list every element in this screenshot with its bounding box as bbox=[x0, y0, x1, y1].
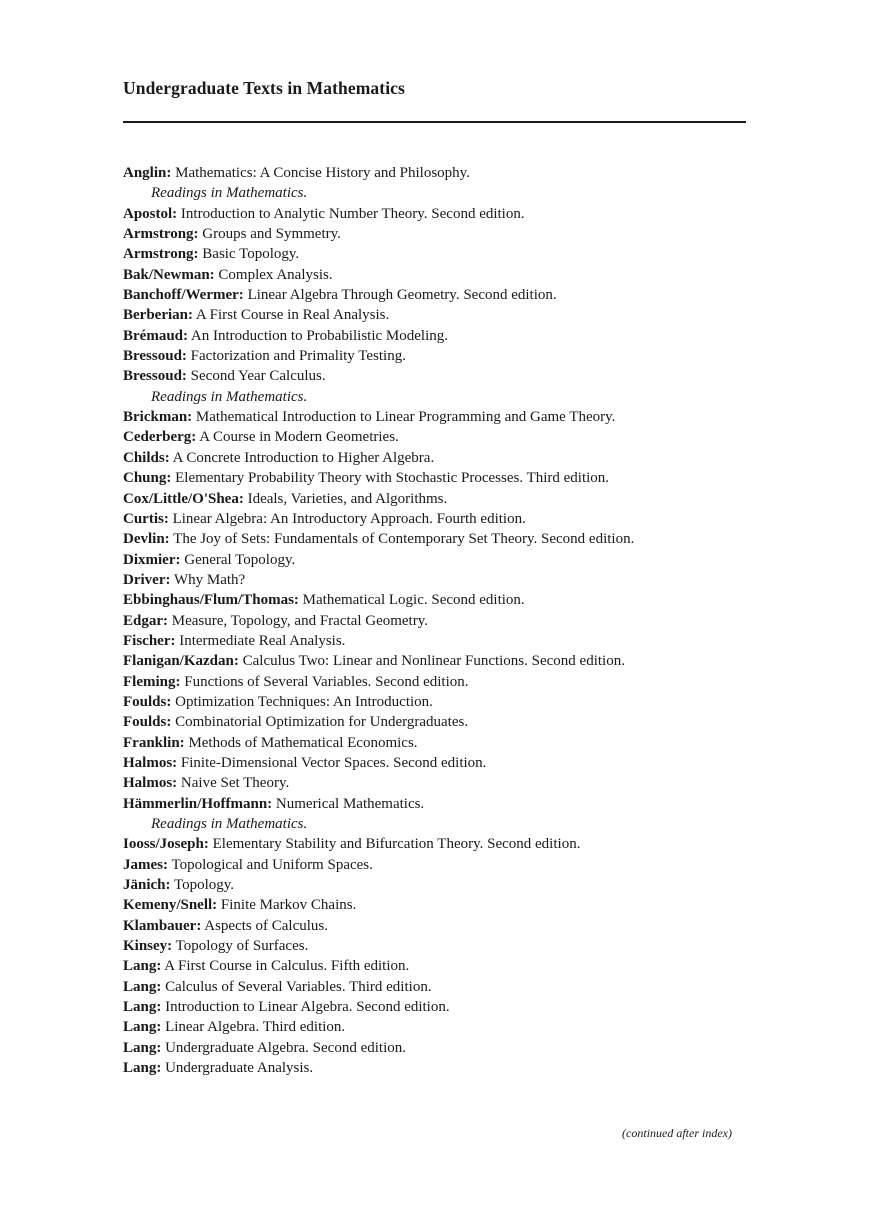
entry-title: Introduction to Linear Algebra. Second edition. bbox=[161, 999, 450, 1016]
entry-title: Linear Algebra: An Introductory Approach. Fourth edition. bbox=[168, 510, 526, 527]
entry-author: Chung: bbox=[123, 470, 172, 487]
entry-title: Numerical Mathematics. bbox=[272, 795, 425, 812]
entry-author: Fischer: bbox=[123, 632, 176, 649]
list-item bbox=[123, 346, 763, 366]
list-item bbox=[123, 1038, 763, 1058]
entry-title: Functions of Several Variables. Second edition. bbox=[180, 673, 469, 690]
entry-author: Brickman: bbox=[123, 409, 193, 426]
list-item bbox=[123, 855, 763, 875]
entry-title: Linear Algebra. Third edition. bbox=[161, 1019, 346, 1036]
list-item bbox=[123, 631, 763, 651]
entry-title: Factorization and Primality Testing. bbox=[186, 348, 406, 365]
list-item bbox=[123, 509, 763, 529]
entry-title: Why Math? bbox=[170, 571, 246, 588]
entry-title: Calculus of Several Variables. Third edition. bbox=[161, 978, 432, 995]
list-item bbox=[123, 407, 763, 427]
list-item bbox=[123, 692, 763, 712]
list-item bbox=[123, 936, 763, 956]
entry-author: James: bbox=[123, 856, 168, 873]
list-item bbox=[123, 529, 763, 549]
list-item bbox=[123, 834, 763, 854]
list-item bbox=[123, 977, 763, 997]
entry-author: Klambauer: bbox=[123, 917, 202, 934]
entry-title: Topological and Uniform Spaces. bbox=[168, 856, 373, 873]
list-item bbox=[123, 489, 763, 509]
series-note: Readings in Mathematics. bbox=[151, 388, 308, 405]
series-note: Readings in Mathematics. bbox=[151, 816, 308, 832]
list-item bbox=[123, 590, 763, 610]
entry-author: Bressoud: bbox=[123, 368, 187, 385]
list-item bbox=[123, 265, 763, 285]
entry-title: Mathematical Introduction to Linear Programming and Game Theory. bbox=[192, 409, 616, 426]
book-list bbox=[123, 163, 763, 1078]
entry-author: Bressoud: bbox=[123, 348, 187, 365]
entry-author: Berberian: bbox=[123, 307, 193, 324]
entry-author: Anglin: bbox=[123, 165, 172, 181]
entry-title: Topology. bbox=[170, 877, 235, 894]
list-item bbox=[123, 366, 763, 386]
list-item bbox=[123, 285, 763, 305]
list-item bbox=[123, 733, 763, 753]
list-item bbox=[123, 244, 763, 264]
entry-title: Linear Algebra Through Geometry. Second edition. bbox=[243, 287, 557, 304]
entry-author: Jänich: bbox=[123, 877, 171, 894]
entry-author: Foulds: bbox=[123, 693, 172, 710]
entry-title: General Topology. bbox=[180, 551, 296, 568]
entry-title: Methods of Mathematical Economics. bbox=[184, 734, 418, 751]
entry-author: Iooss/Joseph: bbox=[123, 836, 209, 853]
entry-title: Topology of Surfaces. bbox=[172, 938, 309, 955]
entry-title: Mathematical Logic. Second edition. bbox=[298, 592, 525, 609]
entry-title: A Course in Modern Geometries. bbox=[196, 429, 399, 446]
list-item bbox=[123, 550, 763, 570]
entry-author: Cox/Little/O'Shea: bbox=[123, 490, 244, 507]
entry-author: Childs: bbox=[123, 449, 170, 466]
entry-title: Aspects of Calculus. bbox=[201, 917, 328, 934]
entry-author: Edgar: bbox=[123, 612, 168, 629]
entry-author: Bak/Newman: bbox=[123, 266, 215, 283]
entry-title: Elementary Probability Theory with Stochastic Processes. Third edition. bbox=[171, 470, 610, 487]
list-item bbox=[123, 651, 763, 671]
entry-title: Elementary Stability and Bifurcation Theory. Second edition. bbox=[208, 836, 581, 853]
list-item bbox=[123, 672, 763, 692]
entry-title: Groups and Symmetry. bbox=[198, 226, 341, 243]
entry-author: Banchoff/Wermer: bbox=[123, 287, 244, 304]
list-item bbox=[123, 895, 763, 915]
entry-author: Armstrong: bbox=[123, 226, 199, 243]
title-rule bbox=[123, 121, 746, 123]
entry-author: Lang: bbox=[123, 958, 162, 975]
entry-author: Fleming: bbox=[123, 673, 181, 690]
entry-title: Measure, Topology, and Fractal Geometry. bbox=[168, 612, 428, 629]
entry-author: Halmos: bbox=[123, 775, 178, 792]
entry-author: Apostol: bbox=[123, 205, 178, 222]
entry-author: Hämmerlin/Hoffmann: bbox=[123, 795, 273, 812]
list-item bbox=[123, 753, 763, 773]
entry-title: Combinatorial Optimization for Undergraduates. bbox=[171, 714, 469, 731]
entry-title: Intermediate Real Analysis. bbox=[175, 632, 346, 649]
list-item bbox=[123, 916, 763, 936]
entry-author: Flanigan/Kazdan: bbox=[123, 653, 239, 670]
entry-author: Lang: bbox=[123, 1039, 162, 1056]
entry-title: Second Year Calculus. bbox=[186, 368, 326, 385]
list-item bbox=[123, 448, 763, 468]
entry-title: Undergraduate Algebra. Second edition. bbox=[161, 1039, 406, 1056]
entry-author: Lang: bbox=[123, 978, 162, 995]
list-item bbox=[123, 326, 763, 346]
entry-author: Dixmier: bbox=[123, 551, 181, 568]
entry-author: Ebbinghaus/Flum/Thomas: bbox=[123, 592, 299, 609]
entry-title: Optimization Techniques: An Introduction. bbox=[171, 693, 433, 710]
entry-title: Introduction to Analytic Number Theory. Second edition. bbox=[177, 205, 525, 222]
list-item bbox=[123, 773, 763, 793]
entry-author: Cederberg: bbox=[123, 429, 197, 446]
list-item bbox=[123, 1017, 763, 1037]
list-item bbox=[123, 204, 763, 224]
entry-author: Armstrong: bbox=[123, 246, 199, 263]
entry-title: Complex Analysis. bbox=[214, 266, 333, 283]
page-title: Undergraduate Texts in Mathematics bbox=[123, 78, 405, 98]
list-item bbox=[123, 794, 763, 814]
entry-author: Kemeny/Snell: bbox=[123, 897, 218, 914]
entry-author: Franklin: bbox=[123, 734, 185, 751]
entry-author: Lang: bbox=[123, 1060, 162, 1077]
list-item bbox=[123, 611, 763, 631]
list-item bbox=[123, 997, 763, 1017]
entry-author: Halmos: bbox=[123, 754, 178, 771]
list-item bbox=[123, 468, 763, 488]
entry-author: Curtis: bbox=[123, 510, 169, 527]
list-item bbox=[123, 427, 763, 447]
entry-title: Undergraduate Analysis. bbox=[161, 1060, 314, 1077]
list-item bbox=[123, 956, 763, 976]
entry-title: Calculus Two: Linear and Nonlinear Functions. Second edition. bbox=[238, 653, 625, 670]
entry-author: Kinsey: bbox=[123, 938, 173, 955]
entry-title: A First Course in Real Analysis. bbox=[192, 307, 390, 324]
entry-title: The Joy of Sets: Fundamentals of Contemporary Set Theory. Second edition. bbox=[169, 531, 635, 548]
list-item bbox=[123, 224, 763, 244]
entry-title: Basic Topology. bbox=[198, 246, 300, 263]
entry-author: Driver: bbox=[123, 571, 171, 588]
entry-author: Foulds: bbox=[123, 714, 172, 731]
entry-title: A Concrete Introduction to Higher Algebra. bbox=[169, 449, 435, 466]
entry-title: Ideals, Varieties, and Algorithms. bbox=[243, 490, 448, 507]
entry-author: Lang: bbox=[123, 999, 162, 1016]
list-item bbox=[123, 305, 763, 325]
list-item bbox=[123, 875, 763, 895]
entry-title: A First Course in Calculus. Fifth edition. bbox=[161, 958, 410, 975]
list-item bbox=[123, 570, 763, 590]
entry-author: Lang: bbox=[123, 1019, 162, 1036]
series-note: Readings in Mathematics. bbox=[151, 185, 308, 202]
list-item bbox=[123, 1058, 763, 1078]
entry-title: Naive Set Theory. bbox=[177, 775, 290, 792]
entry-title: Finite Markov Chains. bbox=[217, 897, 357, 914]
entry-title: Mathematics: A Concise History and Philosophy. bbox=[171, 165, 470, 181]
list-item bbox=[123, 163, 763, 183]
list-item bbox=[123, 712, 763, 732]
entry-author: Brémaud: bbox=[123, 327, 188, 344]
entry-author: Devlin: bbox=[123, 531, 170, 548]
entry-title: An Introduction to Probabilistic Modeling. bbox=[188, 327, 448, 344]
entry-title: Finite-Dimensional Vector Spaces. Second edition. bbox=[177, 754, 487, 771]
continued-note: (continued after index) bbox=[622, 1126, 732, 1140]
